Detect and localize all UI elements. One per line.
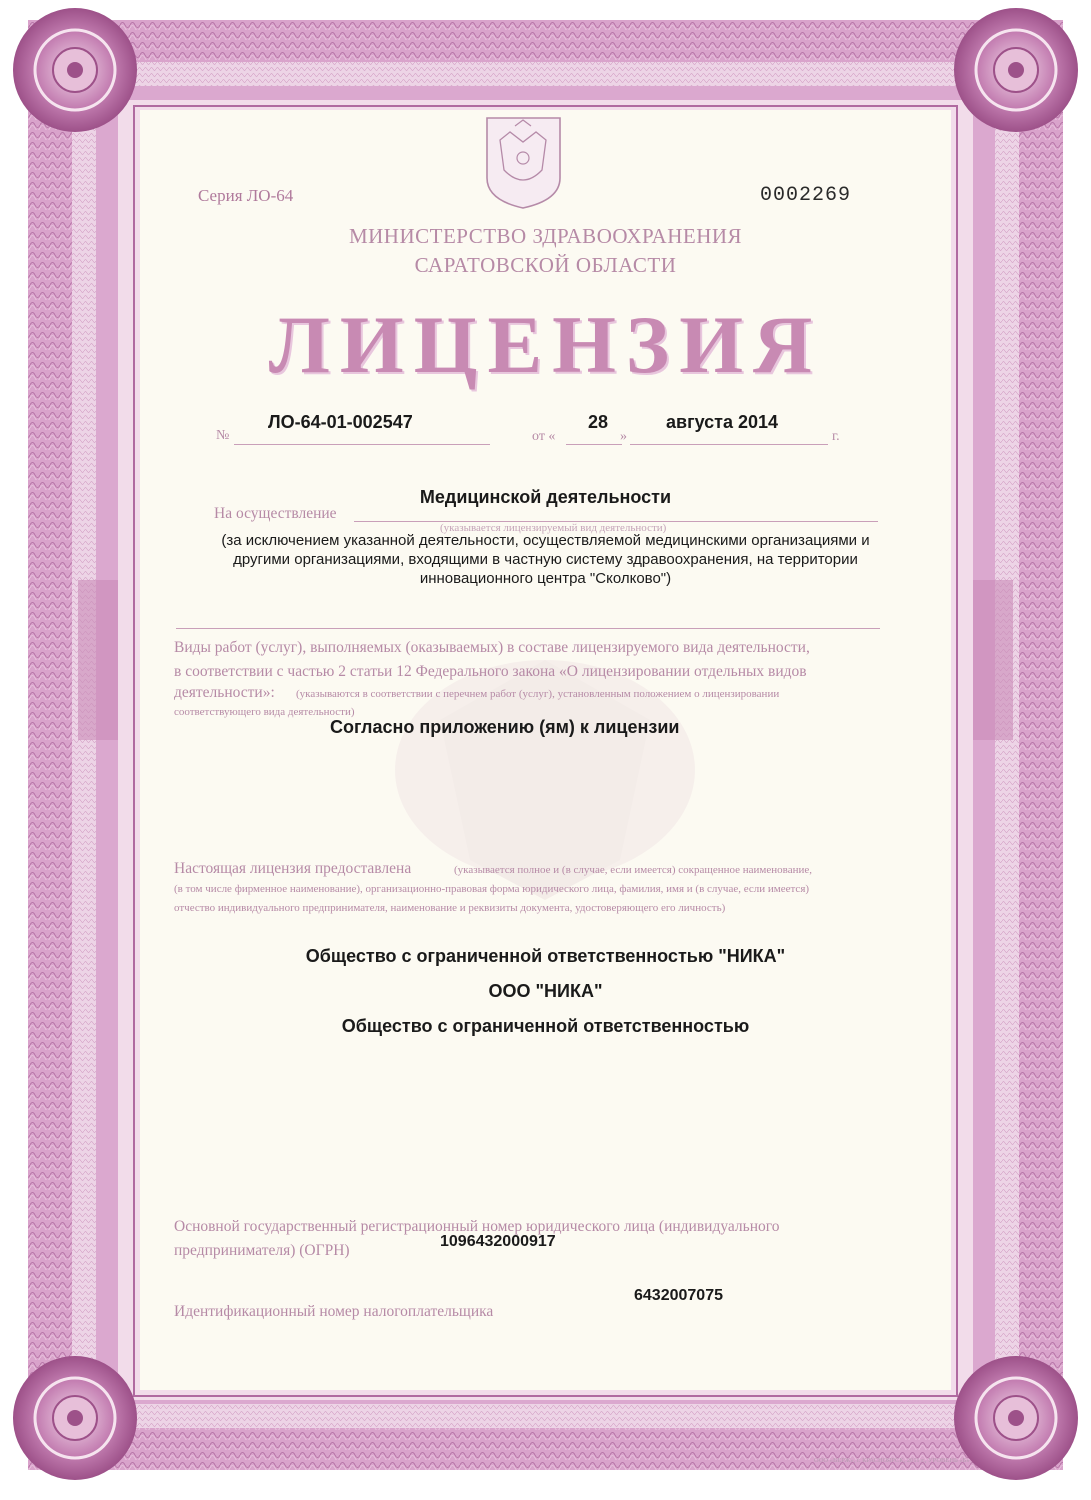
printer-imprint: ООО «ВЕРЖ», г. КРАСНОЯРСК, 2011 г., УРОВЕНЬ «Б» (814, 1457, 970, 1464)
ogrn-value: 1096432000917 (440, 1233, 556, 1250)
services-line-2: в соответствии с частью 2 статьи 12 Федерального закона «О лицензировании отдельных видов (174, 663, 807, 680)
license-month-year: августа 2014 (666, 412, 779, 432)
licensee-label: Настоящая лицензия предоставлена (174, 860, 412, 877)
series-label: Серия ЛО-64 (198, 186, 294, 205)
licensee-hint-line-2: (в том числе фирменное наименование), организационно-правовая форма юридического лица, фамилия, имя и (в случае, если имеется) (174, 883, 810, 895)
corner-rosette-top-right (954, 8, 1078, 132)
activity-details-line-3: инновационного центра "Сколково") (419, 570, 672, 587)
corner-rosette-bottom-left (13, 1356, 137, 1480)
license-day: 28 (588, 412, 609, 432)
licensee-legal-form: Общество с ограниченной ответственностью (341, 1016, 750, 1036)
corner-rosette-bottom-right (954, 1356, 1078, 1480)
date-day-close: » (620, 429, 627, 444)
coat-of-arms-emblem (487, 118, 560, 208)
services-hint-line-4: соответствующего вида деятельности) (174, 706, 355, 718)
services-line-1: Виды работ (услуг), выполняемых (оказываемых) в составе лицензируемого вида деятельности, (174, 639, 810, 656)
activity-value: Медицинской деятельности (419, 487, 672, 507)
ogrn-label-line-1: Основной государственный регистрационный номер юридического лица (индивидуального (174, 1218, 780, 1235)
licensee-hint-line-1: (указывается полное и (в случае, если имеется) сокращенное наименование, (454, 864, 812, 876)
services-value: Согласно приложению (ям) к лицензии (330, 717, 680, 737)
services-line-3: деятельности»: (174, 684, 275, 701)
inn-value: 6432007075 (634, 1287, 723, 1304)
document-title: ЛИЦЕНЗИЯ (268, 299, 823, 390)
services-hint-line-3: (указываются в соответствии с перечнем работ (услуг), установленным положением о лицензировании (296, 688, 780, 700)
services-text (174, 636, 810, 684)
corner-rosette-top-left (13, 8, 137, 132)
ministry-line-2: САРАТОВСКОЙ ОБЛАСТИ (414, 253, 677, 277)
inn-label: Идентификационный номер налогоплательщика (174, 1303, 494, 1320)
ogrn-label-line-2: предпринимателя) (ОГРН) (174, 1242, 350, 1259)
activity-details (140, 531, 951, 588)
year-suffix: г. (832, 429, 840, 444)
ministry-line-1: МИНИСТЕРСТВО ЗДРАВООХРАНЕНИЯ (348, 224, 743, 248)
licensee-full-name: Общество с ограниченной ответственностью "НИКА" (305, 946, 786, 966)
activity-details-line-2: другими организациями, входящими в частную систему здравоохранения, на территории (233, 551, 858, 568)
form-number: 0002269 (760, 184, 852, 207)
licensee-short-name: ООО "НИКА" (488, 981, 603, 1001)
date-from-label: от « (532, 429, 556, 444)
licensee-hint-line-3: отчество индивидуального предпринимателя, наименование и реквизиты документа, удостоверяющего его личность) (174, 902, 726, 914)
activity-hint: (указывается лицензируемый вид деятельности) (440, 522, 667, 534)
number-label: № (216, 428, 230, 443)
activity-details-line-1: (за исключением указанной деятельности, осуществляемой медицинскими организациями и (221, 532, 870, 549)
license-number: ЛО-64-01-002547 (268, 412, 413, 432)
activity-label: На осуществление (214, 505, 337, 522)
